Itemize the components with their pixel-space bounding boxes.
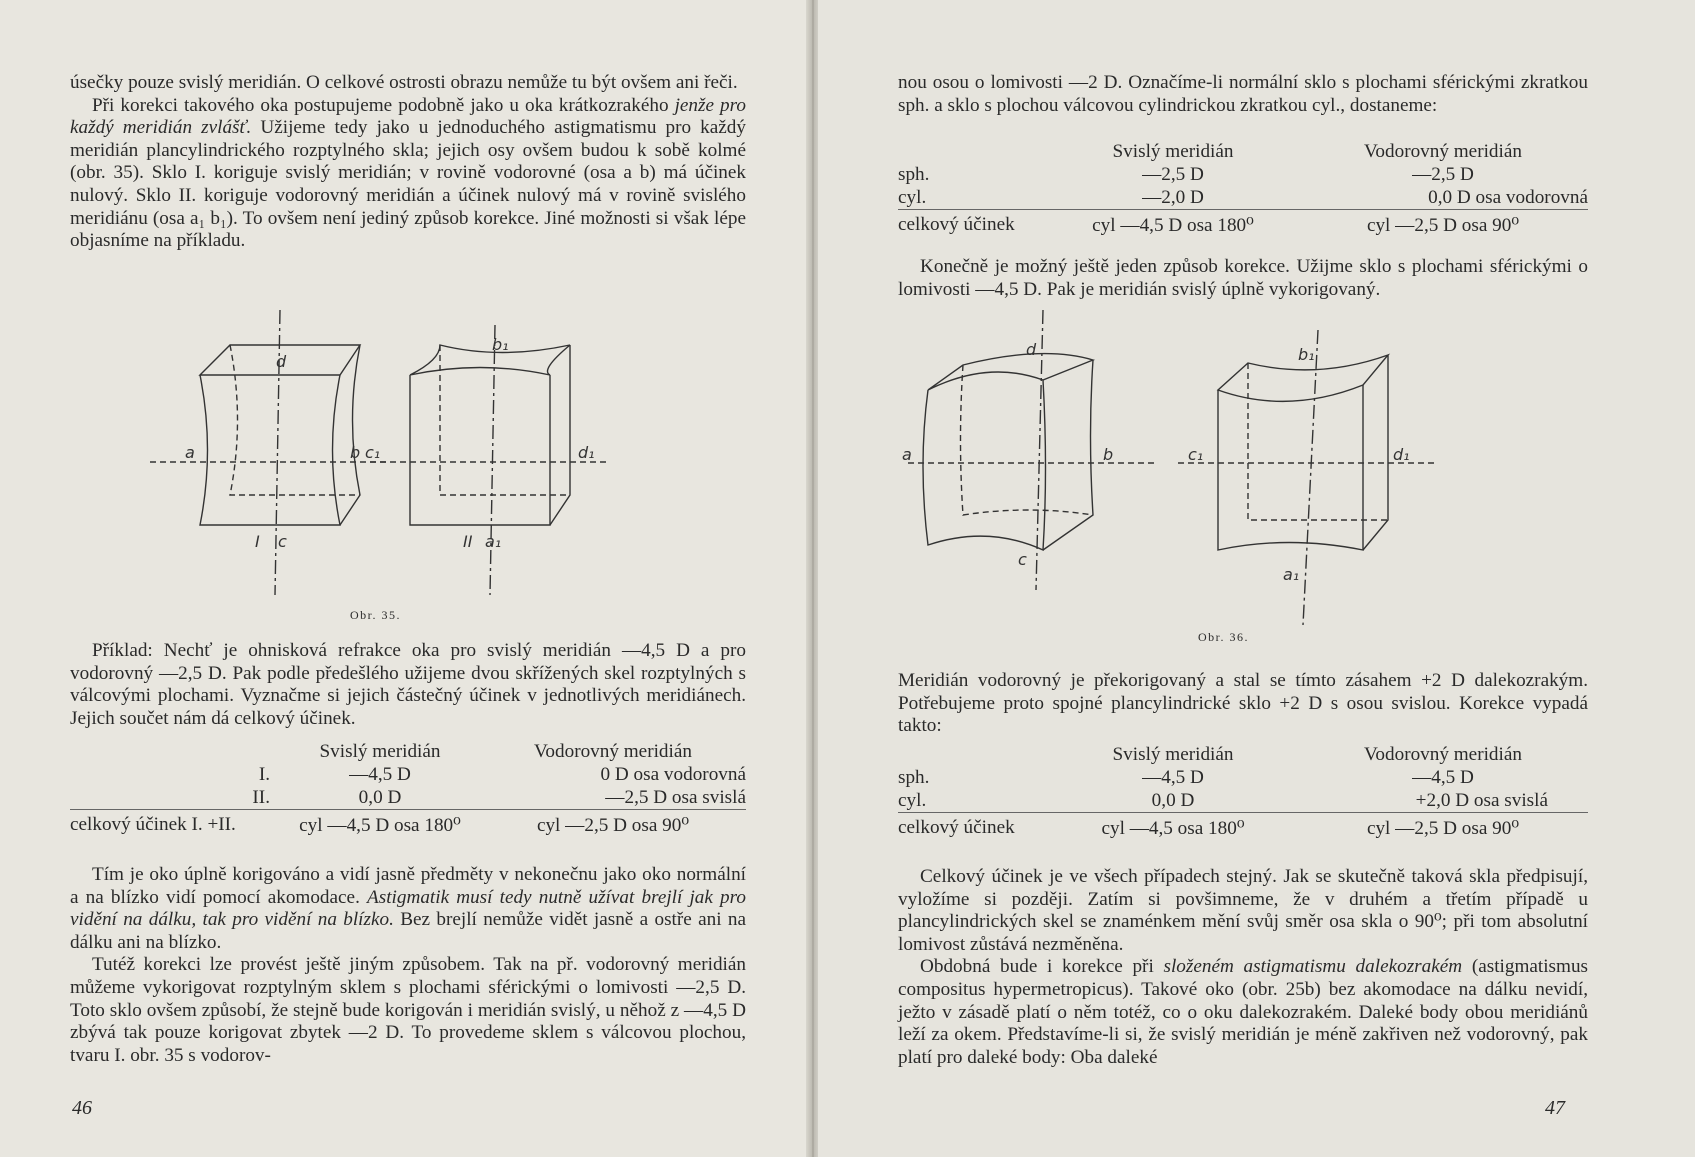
column-header: Vodorovný meridián [534,740,692,762]
figure-caption: Obr. 36. [1198,630,1249,644]
glass-front [200,375,340,525]
label-b1: b₁ [492,335,509,354]
glass2-top [410,345,570,375]
right-text-mid [898,256,1588,301]
label-a: a [902,445,912,464]
total-cell: cyl —2,5 D osa 90⁰ [1298,813,1588,844]
right-page [818,0,1695,1157]
cell: +2,0 D osa svislá [1415,789,1548,811]
figure-caption: Obr. 35. [350,608,401,622]
row-label: cyl. [898,789,927,811]
label-b: b [1103,445,1114,464]
label-d: d [1026,340,1037,359]
column-header: Vodorovný meridián [1364,743,1522,765]
left-text-top [70,72,746,253]
cell: —2,5 D [1142,163,1204,185]
cell: 0,0 D [1151,789,1195,811]
column-header: Svislý meridián [1112,140,1234,162]
glass2-side [550,345,570,525]
label-a1: a₁ [1283,565,1300,584]
paragraph: Meridián vodorovný je překorigovaný a stal se tímto zásahem +2 D dalekozrakým. Potřebujeme proto spojné plancylindrické sklo +2 D s osou svislou. Korekce vypadá takto: [898,670,1588,737]
label-d: d [276,352,287,371]
row-label: sph. [898,766,930,788]
cell: 0 D osa vodorovná [600,763,746,785]
glass-front [923,380,1046,550]
correction-table-1 [898,140,1588,240]
glass-hidden [230,345,360,495]
right-text-top [898,72,1588,117]
left-page [0,0,814,1157]
axis-a1b1 [1303,330,1318,625]
paragraph: nou osou o lomivosti —2 D. Označíme-li normální sklo s plochami sférickými zkratkou sph. a sklo s plochou válcovou cylindrickou zkratkou cyl., dostaneme: [898,72,1588,116]
page-number: 46 [72,1097,92,1119]
total-cell: cyl —4,5 osa 180⁰ [1048,813,1298,844]
cell: —2,0 D [1142,186,1204,208]
paragraph [898,956,1588,1069]
label-I: I [255,532,260,551]
italic-run: Astigmatik musí tedy nutně užívat brejlí jak pro vidění na dálku, tak pro vidění na blízko. [70,886,746,931]
paragraph [70,95,746,253]
glass2-side [1363,355,1388,550]
label-d1: d₁ [578,443,595,462]
axis-a1b1 [490,325,495,595]
row-label: sph. [898,163,930,185]
label-a: a [185,443,195,462]
label-c1: c₁ [1188,445,1204,464]
label-II: II [463,532,473,551]
text-run: Bez brejlí nemůže vidět jasně a ostře ani na dálku ani na blízko. [70,909,747,953]
paragraph: Příklad: Nechť je ohnisková refrakce oka pro svislý meridián —4,5 D a pro vodorovný —2,5 D. Pak podle předešlého užijeme dvou skřížených skel rozptylných s válcovými plochami. Vyznačme si jejich částečný účinek v jednotlivých meridiánech. Jejich součet nám dá celkový účinek. [70,640,746,729]
text-run: Tím je oko úplně korigováno a vidí jasně předměty v nekonečnu jako oko normální a na blízko vidí pomocí akomodace. [70,864,746,908]
label-c: c [1018,550,1027,569]
label-d1: d₁ [1393,445,1410,464]
left-text-example [70,640,746,730]
total-cell: cyl —2,5 D osa 90⁰ [480,810,746,841]
label-b1: b₁ [1298,345,1315,364]
cell: —4,5 D [1412,766,1474,788]
row-label: II. [252,786,270,808]
page-number: 47 [1545,1097,1565,1119]
cell: —4,5 D [1142,766,1204,788]
left-text-bottom [70,864,746,1067]
italic-run: složeném astigmatismu dalekozrakém [1163,956,1463,978]
total-cell: cyl —4,5 D osa 180⁰ [1048,210,1298,241]
label-a1: a₁ [485,532,502,551]
paragraph: Celkový účinek je ve všech případech stejný. Jak se skutečně taková skla předpisují, vyložíme si později. Zatím si povšimneme, že v druhém a třetím případě u plancylindrických skel se znaménkem mění svůj směr osa skla o 90⁰; při tom absolutní lomivost zůstává nezměněna. [898,866,1588,955]
cell: —2,5 D [1412,163,1474,185]
cell: —2,5 D osa svislá [605,786,746,808]
right-text-bottom [898,866,1588,1069]
text-run: (astigmatismus compositus hypermetropicus). Takové oko (obr. 25b) bez akomodace na dálku nevidí, ježto v zásadě platí o něm totéž, co o oku dalekozrakém. Daleké body obou meridiánů leží za okem. Představíme-li si, že svislý meridián je méně zakřiven než vodorovný, pak platí pro daleké body: Oba daleké [898,956,1589,1068]
row-label: cyl. [898,186,927,208]
paragraph: Tutéž korekci lze provést ještě jiným způsobem. Tak na př. vodorovný meridián můžeme vykorigovat rozptylným sklem s plochami sférickými o lomivosti —2,5 D. Toto sklo ovšem způsobí, že stejně bude korigován i meridián svislý, u něhož z —4,5 D zbývá tak pouze korigovat zbytek —2 D. To provedeme sklem s válcovou plochou, tvaru I. obr. 35 s vodorov- [70,954,746,1066]
cell: 0,0 D [358,786,402,808]
italic-run: jenže pro každý meridián zvlášť. [70,94,746,139]
glass-hidden [961,365,1094,515]
label-c1: c₁ [365,443,381,462]
label-b: b [350,443,361,462]
total-cell: cyl —2,5 D osa 90⁰ [1298,210,1588,241]
glass-top [928,354,1093,390]
column-header: Vodorovný meridián [1364,140,1522,162]
figure-36 [898,305,1518,625]
correction-table [70,740,746,840]
glass-side [340,345,360,525]
total-label: celkový účinek [898,210,1048,241]
glass2-front [410,375,550,525]
column-header: Svislý meridián [1112,743,1234,765]
glass2-hidden [1248,363,1388,520]
total-cell: cyl —4,5 D osa 180⁰ [280,810,480,841]
cell: —4,5 D [349,763,411,785]
total-label: celkový účinek I. +II. [70,810,280,841]
glass-side [1043,360,1093,550]
text-run: Obdobná bude i korekce při [920,956,1164,978]
paragraph [70,864,746,954]
label-c: c [278,532,287,551]
text-run: Při korekci takového oka postupujeme podobně jako u oka krátkozrakého [92,94,675,116]
cell: 0,0 D osa vodorovná [1428,186,1588,208]
paragraph: úsečky pouze svislý meridián. O celkové ostrosti obrazu nemůže tu být ovšem ani řeči. [70,72,738,93]
figure-35 [100,300,800,600]
column-header: Svislý meridián [319,740,441,762]
text-run: Užijeme tedy jako u jednoduchého astigmatismu pro každý meridián plancylindrického rozptylného skla; jejich osy ovšem budou k sobě kolmé (obr. 35). Sklo I. koriguje svislý meridián; v rovině vodorovné (osa a b) má účinek nulový. Sklo II. koriguje vodorovný meridián a účinek nulový má v rovině svislého meridiánu (osa a₁ b₁). To ovšem není jediný způsob korekce. Jiné možnosti si však lépe objasníme na příkladu. [70,117,746,252]
right-text-correction [898,670,1588,738]
glass2-front [1218,385,1363,550]
total-label: celkový účinek [898,813,1048,844]
row-label: I. [258,763,270,785]
correction-table-2 [898,743,1588,843]
paragraph: Konečně je možný ještě jeden způsob korekce. Užijme sklo s plochami sférickými o lomivosti —4,5 D. Pak je meridián svislý úplně vykorigovaný. [898,256,1588,300]
